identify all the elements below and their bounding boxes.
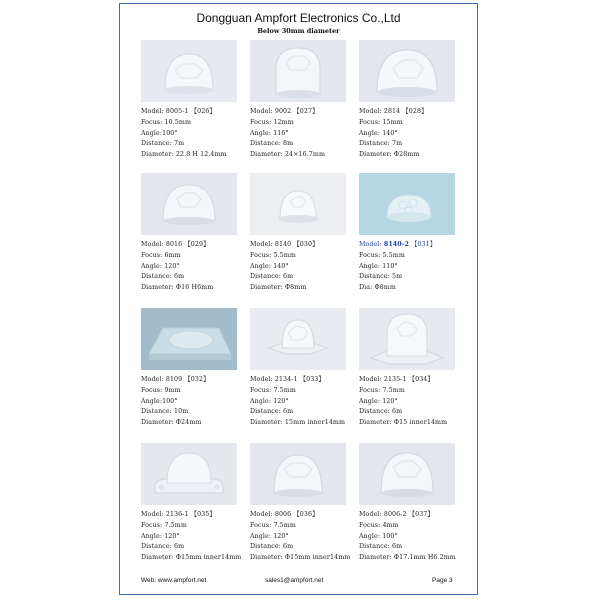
angle-text: Angle: 120°	[359, 397, 398, 405]
diameter-text: Dia: Φ8mm	[359, 284, 396, 292]
angle-text: Angle: 140°	[250, 262, 289, 270]
product-photo	[359, 40, 455, 102]
distance-text: Distance: 6m	[141, 273, 185, 281]
distance-text: Distance: 7m	[359, 140, 403, 148]
product-photo	[359, 443, 455, 505]
flanged-dome-lens-icon	[141, 443, 237, 505]
focus-text: Focus: 7.5mm	[250, 521, 296, 529]
model-text: Model: 2814 【028】	[359, 108, 428, 115]
distance-text: Distance: 6m	[359, 543, 403, 551]
angle-text: Angle:100°	[141, 129, 178, 137]
distance-text: Distance: 6m	[250, 543, 294, 551]
angle-text: Angle: 110°	[359, 262, 398, 270]
square-base-lens-icon	[141, 308, 237, 370]
model-ref: 【031】	[408, 241, 437, 248]
angle-text: Angle: 120°	[141, 532, 180, 540]
diameter-text: Diameter: Φ15mm inner14mm	[141, 554, 242, 562]
distance-text: Distance: 8m	[250, 140, 294, 148]
diameter-text: Diameter: Φ17.1mm H6.2mm	[359, 554, 456, 562]
model-text: Model: 8005-1 【026】	[141, 108, 216, 115]
model-text: Model: 8109 【032】	[141, 376, 210, 383]
product-photo	[250, 40, 346, 102]
focus-text: Focus: 6mm	[141, 251, 181, 259]
focus-text: Focus: 5.5mm	[359, 251, 405, 259]
page-subtitle: Below 30mm diameter	[257, 27, 340, 35]
product-photo	[250, 173, 346, 235]
large-dome-lens-icon	[359, 40, 455, 102]
tall-dome-lens-icon	[250, 40, 346, 102]
angle-text: Angle: 100°	[359, 532, 398, 540]
focus-text: Focus: 10.5mm	[141, 118, 192, 126]
product-photo	[359, 308, 455, 370]
diameter-text: Diameter: Φ24mm	[141, 419, 202, 427]
product-photo	[359, 173, 455, 235]
model-text	[359, 240, 471, 251]
focus-text: Focus: 9mm	[141, 386, 181, 394]
distance-text: Distance: 7m	[141, 140, 185, 148]
angle-text: Angle: 120°	[141, 262, 180, 270]
distance-text: Distance: 6m	[250, 273, 294, 281]
focus-text: Focus: 7.5mm	[359, 386, 405, 394]
footer-email[interactable]: sales1@ampfort.net	[265, 577, 324, 584]
flat-lens-icon	[359, 173, 455, 235]
flanged-dome-lens-icon	[250, 308, 346, 370]
product-photo	[141, 308, 237, 370]
dome-lens-icon	[141, 173, 237, 235]
diameter-text: Diameter: 24×16.7mm	[250, 151, 326, 159]
product-photo	[141, 173, 237, 235]
distance-text: Distance: 6m	[359, 408, 403, 416]
focus-text: Focus: 7.5mm	[250, 386, 296, 394]
diameter-text: Diameter: Φ16 H6mm	[141, 284, 214, 292]
angle-text: Angle: 120°	[250, 397, 289, 405]
product-photo	[141, 443, 237, 505]
footer-website[interactable]: Web: www.ampfort.net	[141, 577, 207, 584]
diameter-text: Diameter: 22.8 H 12.4mm	[141, 151, 227, 159]
focus-text: Focus: 4mm	[359, 521, 399, 529]
dome-lens-icon	[141, 40, 237, 102]
product-photo	[141, 40, 237, 102]
distance-text: Distance: 6m	[141, 543, 185, 551]
model-text: Model: 2134-1 【033】	[250, 376, 325, 383]
flanged-dome-lens-icon	[359, 308, 455, 370]
angle-text: Angle: 140°	[359, 129, 398, 137]
angle-text: Angle:100°	[141, 397, 178, 405]
dome-lens-icon	[359, 443, 455, 505]
focus-text: Focus: 5.5mm	[250, 251, 296, 259]
angle-text: Angle: 120°	[250, 532, 289, 540]
product-photo	[250, 308, 346, 370]
angle-text: Angle: 116°	[250, 129, 289, 137]
diameter-text: Diameter: 15mm inner14mm	[250, 419, 346, 427]
distance-text: Distance: 6m	[250, 408, 294, 416]
product-photo	[250, 443, 346, 505]
focus-text: Focus: 15mm	[359, 118, 403, 126]
diameter-text: Diameter: Φ15mm inner14mm	[250, 554, 351, 562]
model-text: Model: 8140 【030】	[250, 241, 319, 248]
diameter-text: Diameter: Φ15 inner14mm	[359, 419, 448, 427]
small-dome-lens-icon	[250, 173, 346, 235]
model-text: Model: 8006 【036】	[250, 511, 319, 518]
model-text: Model: 8016 【029】	[141, 241, 210, 248]
model-text: Model: 2136-1 【035】	[141, 511, 216, 518]
model-code: 8140-2	[383, 241, 409, 248]
diameter-text: Diameter: Φ28mm	[359, 151, 420, 159]
dome-lens-icon	[250, 443, 346, 505]
distance-text: Distance: 10m	[141, 408, 189, 416]
model-label: Model:	[359, 241, 384, 248]
model-text: Model: 2135-1 【034】	[359, 376, 434, 383]
model-text: Model: 8006-2 【037】	[359, 511, 434, 518]
distance-text: Distance: 5m	[359, 273, 403, 281]
model-text: Model: 9002 【027】	[250, 108, 319, 115]
diameter-text: Diameter: Φ8mm	[250, 284, 307, 292]
focus-text: Focus: 7.5mm	[141, 521, 187, 529]
focus-text: Focus: 12mm	[250, 118, 294, 126]
page-number: Page 3	[432, 577, 453, 584]
company-name: Dongguan Ampfort Electronics Co.,Ltd	[196, 11, 401, 25]
